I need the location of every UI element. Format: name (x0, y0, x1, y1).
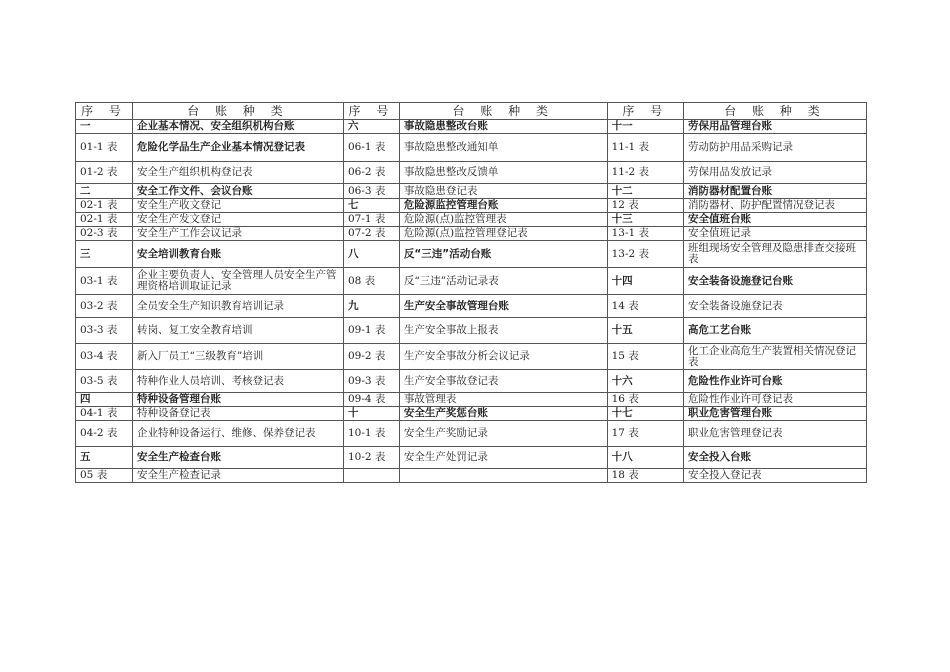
cell-name-1: 安全生产检查记录 (133, 469, 344, 483)
cell-num-3: 18 表 (607, 469, 683, 483)
cell-num-2: 06-1 表 (343, 134, 399, 162)
cell-name-1: 安全生产组织机构登记表 (133, 162, 344, 184)
cell-num-3: 十三 (607, 213, 683, 227)
cell-num-1: 05 表 (76, 469, 133, 483)
table-row (76, 469, 867, 483)
cell-name-3: 安全装备设施登记台账 (684, 268, 867, 295)
cell-num-1: 一 (76, 120, 133, 134)
cell-num-2: 07-2 表 (343, 227, 399, 241)
cell-name-1: 特种作业人员培训、考核登记表 (133, 370, 344, 393)
cell-name-2: 安全生产处罚记录 (399, 447, 607, 469)
cell-num-1: 02-1 表 (76, 213, 133, 227)
table-row (76, 162, 867, 184)
cell-name-3: 职业危害管理登记表 (684, 421, 867, 447)
cell-name-2: 事故隐患登记表 (399, 184, 607, 199)
cell-num-3: 13-2 表 (607, 241, 683, 268)
cell-num-1: 04-1 表 (76, 407, 133, 421)
cell-name-2: 事故隐患整改通知单 (399, 134, 607, 162)
cell-num-3: 十五 (607, 318, 683, 344)
cell-num-3: 17 表 (607, 421, 683, 447)
cell-name-1: 新入厂员工“三级教育”培训 (133, 344, 344, 370)
cell-name-3: 消防器材配置台账 (684, 184, 867, 199)
table-row (76, 227, 867, 241)
cell-num-3: 12 表 (607, 199, 683, 213)
cell-num-2: 06-2 表 (343, 162, 399, 184)
cell-num-2: 09-1 表 (343, 318, 399, 344)
table-row (76, 184, 867, 199)
cell-name-1: 安全生产收文登记 (133, 199, 344, 213)
cell-name-1: 特种设备管理台账 (133, 393, 344, 407)
cell-name-1: 安全培训教育台账 (133, 241, 344, 268)
table-row (76, 421, 867, 447)
cell-name-1: 安全工作文件、会议台账 (133, 184, 344, 199)
cell-name-1: 企业特种设备运行、维修、保养登记表 (133, 421, 344, 447)
cell-name-1: 全员安全生产知识教育培训记录 (133, 295, 344, 318)
table-row (76, 318, 867, 344)
header-name-2: 台 账 种 类 (399, 103, 607, 120)
header-num-3: 序 号 (607, 103, 683, 120)
cell-name-1: 企业主要负责人、安全管理人员安全生产管理资格培训取证记录 (133, 268, 344, 295)
cell-num-1: 三 (76, 241, 133, 268)
cell-name-1: 危险化学品生产企业基本情况登记表 (133, 134, 344, 162)
cell-name-3: 班组现场安全管理及隐患排查交接班表 (684, 241, 867, 268)
cell-num-1: 01-2 表 (76, 162, 133, 184)
cell-num-1: 01-1 表 (76, 134, 133, 162)
cell-num-1: 二 (76, 184, 133, 199)
table-row (76, 120, 867, 134)
cell-num-2: 07-1 表 (343, 213, 399, 227)
cell-num-3: 15 表 (607, 344, 683, 370)
cell-num-2: 十 (343, 407, 399, 421)
cell-name-2: 生产安全事故管理台账 (399, 295, 607, 318)
cell-num-3: 11-2 表 (607, 162, 683, 184)
cell-name-2: 生产安全事故登记表 (399, 370, 607, 393)
table-row (76, 295, 867, 318)
cell-name-3: 安全投入登记表 (684, 469, 867, 483)
cell-name-3: 化工企业高危生产装置相关情况登记表 (684, 344, 867, 370)
cell-num-1: 03-3 表 (76, 318, 133, 344)
cell-name-2: 安全生产奖励记录 (399, 421, 607, 447)
cell-name-2: 事故管理表 (399, 393, 607, 407)
table-row (76, 199, 867, 213)
cell-num-2: 六 (343, 120, 399, 134)
cell-name-2: 危险源监控管理台账 (399, 199, 607, 213)
table-row (76, 447, 867, 469)
table-row (76, 213, 867, 227)
header-num-1: 序 号 (76, 103, 133, 120)
cell-num-2: 九 (343, 295, 399, 318)
table-row (76, 134, 867, 162)
cell-num-2: 10-2 表 (343, 447, 399, 469)
cell-name-2: 事故隐患整改台账 (399, 120, 607, 134)
cell-name-2: 反“三违”活动记录表 (399, 268, 607, 295)
table-row (76, 370, 867, 393)
cell-name-2: 事故隐患整改反馈单 (399, 162, 607, 184)
header-num-2: 序 号 (343, 103, 399, 120)
table-row (76, 393, 867, 407)
cell-num-1: 四 (76, 393, 133, 407)
cell-name-1: 安全生产检查台账 (133, 447, 344, 469)
cell-name-1: 特种设备登记表 (133, 407, 344, 421)
cell-name-2 (399, 469, 607, 483)
cell-num-2: 09-3 表 (343, 370, 399, 393)
cell-name-3: 劳动防护用品采购记录 (684, 134, 867, 162)
cell-num-3: 十六 (607, 370, 683, 393)
cell-num-2: 八 (343, 241, 399, 268)
cell-num-1: 04-2 表 (76, 421, 133, 447)
cell-name-3: 危险性作业许可登记表 (684, 393, 867, 407)
table-row (76, 407, 867, 421)
cell-name-2: 反“三违”活动台账 (399, 241, 607, 268)
cell-name-1: 转岗、复工安全教育培训 (133, 318, 344, 344)
cell-name-1: 安全生产发文登记 (133, 213, 344, 227)
cell-name-3: 安全值班记录 (684, 227, 867, 241)
cell-name-3: 危险性作业许可台账 (684, 370, 867, 393)
cell-num-3: 十七 (607, 407, 683, 421)
cell-name-1: 企业基本情况、安全组织机构台账 (133, 120, 344, 134)
cell-num-3: 11-1 表 (607, 134, 683, 162)
table-row (76, 268, 867, 295)
cell-num-2: 09-2 表 (343, 344, 399, 370)
cell-name-2: 生产安全事故上报表 (399, 318, 607, 344)
cell-name-3: 职业危害管理台账 (684, 407, 867, 421)
cell-name-3: 高危工艺台账 (684, 318, 867, 344)
cell-num-3: 16 表 (607, 393, 683, 407)
ledger-table (75, 102, 867, 483)
cell-num-2: 08 表 (343, 268, 399, 295)
cell-num-1: 03-5 表 (76, 370, 133, 393)
cell-num-3: 十二 (607, 184, 683, 199)
cell-num-1: 03-4 表 (76, 344, 133, 370)
table-row (76, 241, 867, 268)
header-name-1: 台 账 种 类 (133, 103, 344, 120)
cell-num-3: 十一 (607, 120, 683, 134)
cell-num-3: 十八 (607, 447, 683, 469)
cell-num-1: 03-1 表 (76, 268, 133, 295)
cell-num-3: 13-1 表 (607, 227, 683, 241)
cell-num-2: 10-1 表 (343, 421, 399, 447)
cell-name-3: 消防器材、防护配置情况登记表 (684, 199, 867, 213)
cell-name-3: 安全投入台账 (684, 447, 867, 469)
cell-name-3: 安全装备设施登记表 (684, 295, 867, 318)
cell-name-3: 劳保用品发放记录 (684, 162, 867, 184)
cell-num-3: 十四 (607, 268, 683, 295)
header-name-3: 台 账 种 类 (684, 103, 867, 120)
cell-num-1: 03-2 表 (76, 295, 133, 318)
cell-num-1: 五 (76, 447, 133, 469)
cell-num-2 (343, 469, 399, 483)
cell-num-1: 02-1 表 (76, 199, 133, 213)
cell-name-2: 危险源(点)监控管理表 (399, 213, 607, 227)
cell-name-2: 危险源(点)监控管理登记表 (399, 227, 607, 241)
cell-name-3: 劳保用品管理台账 (684, 120, 867, 134)
cell-num-2: 七 (343, 199, 399, 213)
cell-name-3: 安全值班台账 (684, 213, 867, 227)
cell-num-2: 09-4 表 (343, 393, 399, 407)
table-row (76, 344, 867, 370)
cell-name-2: 生产安全事故分析会议记录 (399, 344, 607, 370)
cell-num-2: 06-3 表 (343, 184, 399, 199)
cell-num-3: 14 表 (607, 295, 683, 318)
cell-name-2: 安全生产奖惩台账 (399, 407, 607, 421)
ledger-body (76, 120, 867, 483)
cell-num-1: 02-3 表 (76, 227, 133, 241)
cell-name-1: 安全生产工作会议记录 (133, 227, 344, 241)
header-row (76, 103, 867, 120)
